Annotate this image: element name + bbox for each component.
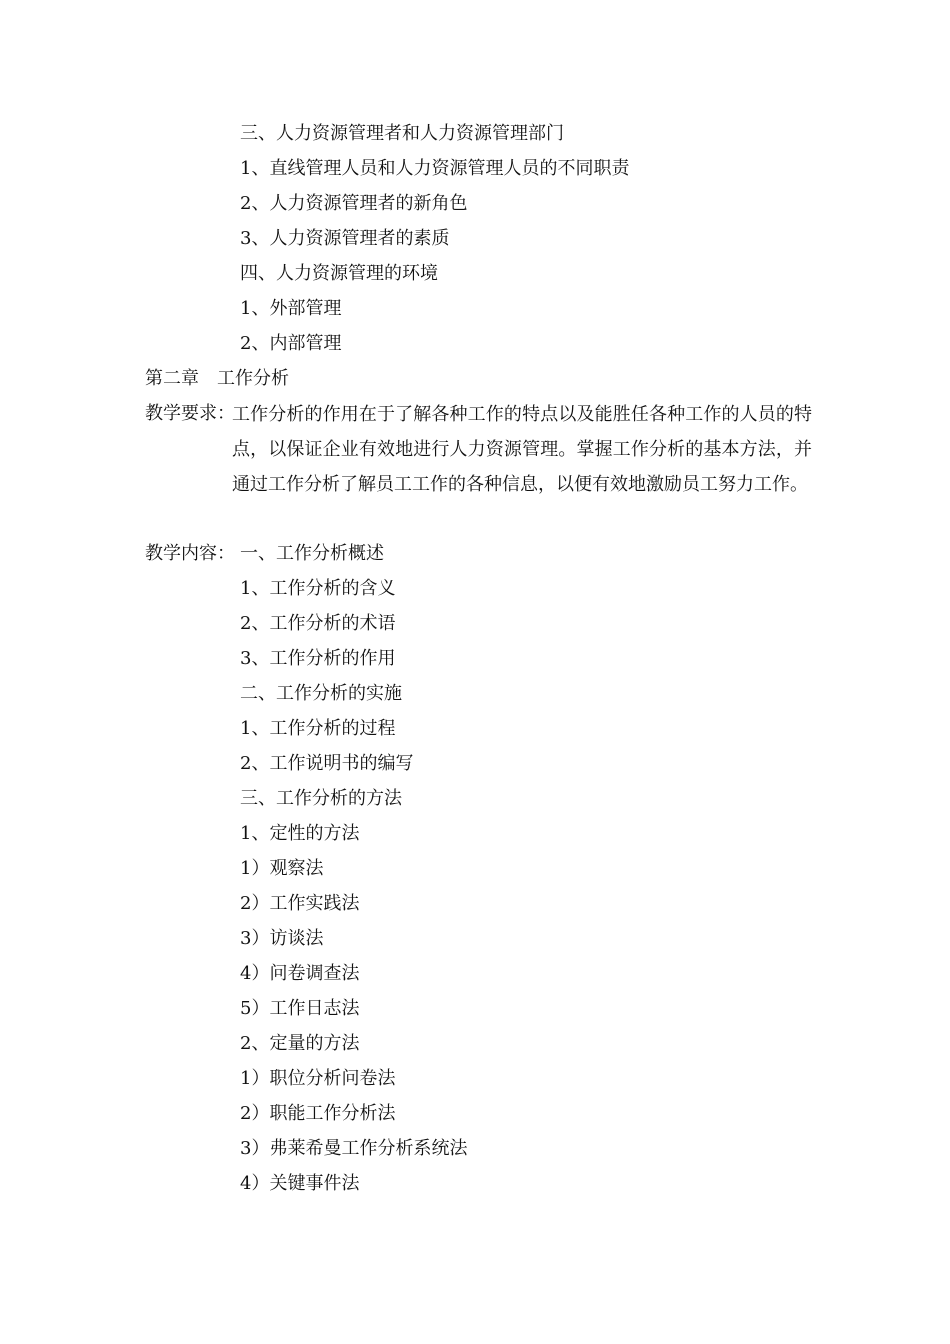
section-heading: 四、人力资源管理的环境 (240, 263, 438, 284)
list-item: 2）工作实践法 (240, 893, 360, 914)
list-item: 1）观察法 (240, 858, 324, 879)
list-item: 1、外部管理 (240, 298, 342, 319)
section-heading: 一、工作分析概述 (240, 543, 384, 564)
list-item: 3）弗莱希曼工作分析系统法 (240, 1138, 468, 1159)
section-heading: 二、工作分析的实施 (240, 683, 402, 704)
requirement-text: 工作分析的作用在于了解各种工作的特点以及能胜任各种工作的人员的特点，以保证企业有效地进行人力资源管理。掌握工作分析的基本方法，并通过工作分析了解员工工作的各种信息，以便有效地激励员工努力工作。 (232, 404, 812, 495)
section-heading: 三、工作分析的方法 (240, 788, 402, 809)
list-item: 2）职能工作分析法 (240, 1103, 396, 1124)
list-item: 2、工作说明书的编写 (240, 753, 414, 774)
list-item: 2、内部管理 (240, 333, 342, 354)
list-item: 4）关键事件法 (240, 1173, 360, 1194)
list-item: 3、人力资源管理者的素质 (240, 228, 450, 249)
content-label: 教学内容： (145, 543, 235, 564)
list-item: 1、工作分析的含义 (240, 578, 396, 599)
subsection-heading: 2、定量的方法 (240, 1033, 360, 1054)
list-item: 3）访谈法 (240, 928, 324, 949)
subsection-heading: 1、定性的方法 (240, 823, 360, 844)
list-item: 5）工作日志法 (240, 998, 360, 1019)
list-item: 1、直线管理人员和人力资源管理人员的不同职责 (240, 158, 630, 179)
list-item: 3、工作分析的作用 (240, 648, 396, 669)
requirement-label: 教学要求： (145, 403, 235, 424)
section-heading: 三、人力资源管理者和人力资源管理部门 (240, 123, 564, 144)
chapter-title: 第二章 工作分析 (145, 368, 289, 389)
list-item: 1、工作分析的过程 (240, 718, 396, 739)
list-item: 2、人力资源管理者的新角色 (240, 193, 468, 214)
list-item: 4）问卷调查法 (240, 963, 360, 984)
list-item: 1）职位分析问卷法 (240, 1068, 396, 1089)
list-item: 2、工作分析的术语 (240, 613, 396, 634)
